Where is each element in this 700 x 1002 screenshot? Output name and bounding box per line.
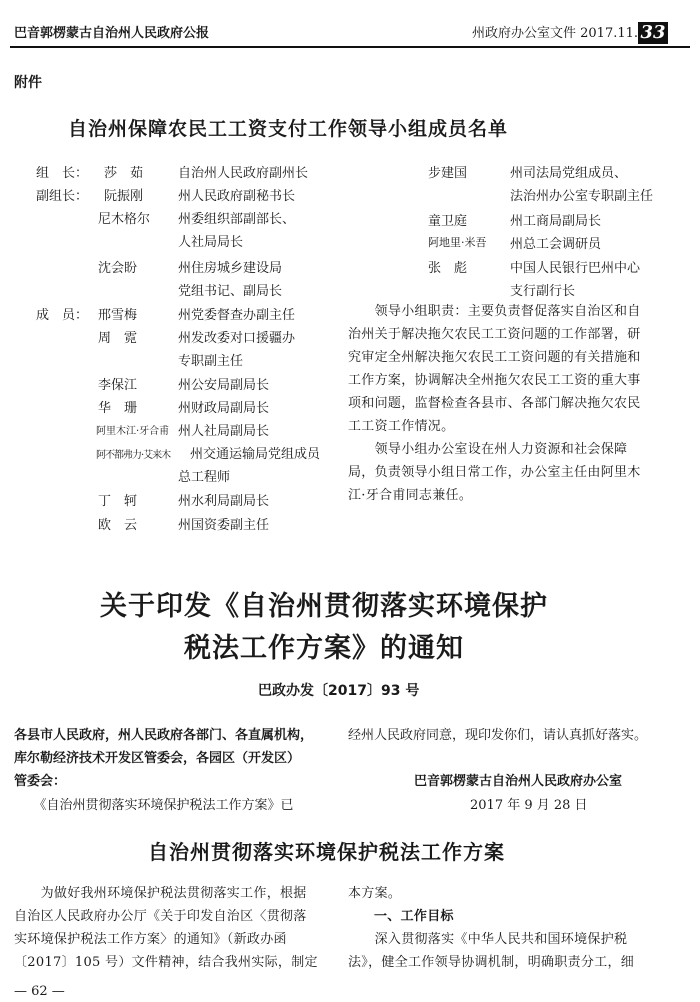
member-r2-name: 童卫庭 [428,214,468,229]
deputy3-name: 沈会盼 [98,261,138,276]
plan-line: 深入贯彻落实《中华人民共和国环境保护税 [348,932,628,947]
member5-position: 州人社局副局长 [178,424,270,439]
duties-line: 江·牙合甫同志兼任。 [348,488,473,503]
footer-page-number: — 62 — [14,984,65,999]
member3-name: 李保江 [98,378,138,393]
duties-line: 项和问题，监督检查各县市、各部门解决拖欠农民 [348,396,641,411]
plan-line: 本方案。 [348,886,402,901]
plan-line: 为做好我州环境保护税法贯彻落实工作，根据 [14,886,307,901]
notice-body-2: 经州人民政府同意，现印发你们，请认真抓好落实。 [348,728,648,743]
duties-line: 工工资工作情况。 [348,419,455,434]
member-r1-name: 步建国 [428,166,468,181]
member-r2-position: 州工商局副局长 [510,214,602,229]
notice-title-line1: 关于印发《自治州贯彻落实环境保护 [100,591,548,622]
duties-line: 治州关于解决拖欠农民工工资问题的工作部署，研 [348,327,641,342]
member4-name: 华 珊 [98,401,138,416]
leader-name: 莎 茹 [104,166,144,181]
plan-left-column [14,882,318,974]
member1-name: 邢雪梅 [98,308,138,323]
plan-line: 〔2017〕105 号）文件精神，结合我州实际，制定 [14,955,318,970]
member7-name: 丁 轲 [98,494,138,509]
notice-date: 2017 年 9 月 28 日 [470,798,588,813]
member-r1-position: 州司法局党组成员、 [510,166,628,181]
deputy1-name: 阮振刚 [104,189,144,204]
duties-line: 领导小组职责：主要负责督促落实自治区和自 [348,304,641,319]
plan-title: 自治州贯彻落实环境保护税法工作方案 [148,840,505,864]
member6-position-2: 总工程师 [178,470,231,485]
member8-name: 欧 云 [98,518,138,533]
member3-position: 州公安局副局长 [178,378,270,393]
member-label: 成 员： [36,308,89,323]
notice-signer: 巴音郭楞蒙古自治州人民政府办公室 [414,774,623,789]
member6-name: 阿不都弗力·艾来木 [96,450,171,461]
leader-position: 自治州人民政府副州长 [178,166,309,181]
member7-position: 州水利局副局长 [178,494,270,509]
plan-right-column [348,882,634,974]
member5-name: 阿里木江·牙合甫 [96,426,170,437]
member-r4-position-2: 支行副行长 [510,284,576,299]
member-r4-position: 中国人民银行巴州中心 [510,261,641,276]
member6-position: 州交通运输局党组成员 [190,447,321,462]
plan-line: 自治区人民政府办公厅《关于印发自治区〈贯彻落 [14,909,307,924]
header-right: 州政府办公室文件 2017.11. [472,26,639,41]
plan-line: 实环境保护税法工作方案〉的通知》（新政办函 [14,932,287,947]
notice-body-1: 《自治州贯彻落实环境保护税法工作方案》已 [14,798,294,813]
section-heading: 一、工作目标 [374,909,454,924]
deputy2-name: 尼木格尔 [98,212,151,227]
notice-addressee-3: 管委会： [14,774,67,789]
duties-line: 领导小组办公室设在州人力资源和社会保障 [348,442,628,457]
notice-doc-number: 巴政办发〔2017〕93 号 [258,683,420,699]
member-r1-position-2: 法治州办公室专职副主任 [510,189,654,204]
header-rule [10,46,690,48]
member1-position: 州党委督查办副主任 [178,308,296,323]
attachment-label: 附件 [14,75,42,91]
member8-position: 州国资委副主任 [178,518,270,533]
member4-position: 州财政局副局长 [178,401,270,416]
deputy1-position: 州人民政府副秘书长 [178,189,296,204]
leader-label: 组 长： [36,166,89,181]
page-badge: 33 [638,22,668,44]
member-r3-name: 阿地里·米吾 [428,236,487,249]
deputy3-position-2: 党组书记、副局长 [178,284,283,299]
member-r4-name: 张 彪 [428,261,468,276]
notice-addressee-1: 各县市人民政府，州人民政府各部门、各直属机构， [14,728,314,743]
member2-position: 州发改委对口援疆办 [178,331,296,346]
notice-title-line2: 税法工作方案》的通知 [184,633,464,664]
duties-line: 局，负责领导小组日常工作，办公室主任由阿里木 [348,465,641,480]
deputy2-position-2: 人社局局长 [178,235,244,250]
duties-line: 究审定全州解决拖欠农民工工资问题的有关措施和 [348,350,641,365]
member2-name: 周 霓 [98,331,138,346]
list-title: 自治州保障农民工工资支付工作领导小组成员名单 [68,118,509,140]
header-left: 巴音郭楞蒙古自治州人民政府公报 [14,26,210,41]
duties-paragraph [348,300,641,507]
member-r3-position: 州总工会调研员 [510,237,602,252]
deputy2-position: 州委组织部副部长、 [178,212,296,227]
deputy-label: 副组长： [36,189,89,204]
duties-line: 工作方案，协调解决全州拖欠农民工工资的重大事 [348,373,641,388]
notice-addressee-2: 库尔勒经济技术开发区管委会，各园区（开发区） [14,751,301,766]
plan-line: 法》，健全工作领导协调机制，明确职责分工，细 [348,955,635,970]
deputy3-position: 州住房城乡建设局 [178,261,283,276]
member2-position-2: 专职副主任 [178,354,244,369]
